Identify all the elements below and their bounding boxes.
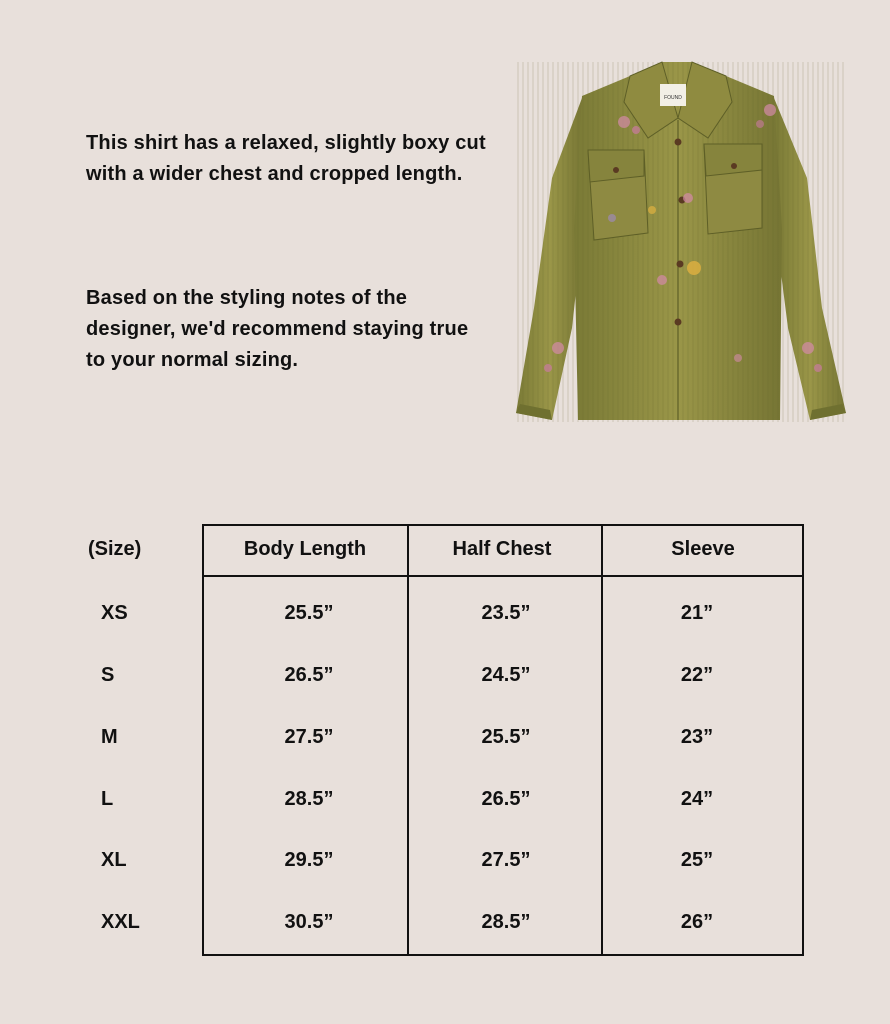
size-label: M [101, 726, 118, 748]
half-chest-cell: 25.5” [481, 726, 531, 748]
shirt-illustration [512, 58, 850, 426]
size-label: S [101, 664, 115, 686]
product-image [512, 58, 850, 426]
half-chest-cell: 24.5” [481, 664, 531, 686]
size-label: XXL [101, 911, 140, 933]
size-label: XL [101, 849, 127, 871]
size-label: XS [101, 602, 128, 624]
body-length-cell: 30.5” [284, 911, 334, 933]
sleeve-cell: 25” [680, 849, 714, 871]
size-chart-grid [202, 524, 804, 956]
sizing-recommendation: Based on the styling notes of the designer, we'd recommend staying true to your normal sizing. [86, 287, 469, 371]
half-chest-cell: 28.5” [481, 911, 531, 933]
brand-label-text: FOUND [664, 95, 682, 101]
sleeve-cell: 22” [680, 664, 714, 686]
half-chest-cell: 26.5” [481, 788, 531, 810]
sleeve-cell: 21” [680, 602, 714, 624]
body-length-header: Body Length [243, 538, 367, 560]
sleeve-header: Sleeve [671, 538, 735, 560]
sleeve-cell: 26” [680, 911, 714, 933]
body-length-cell: 27.5” [284, 726, 334, 748]
body-length-cell: 25.5” [284, 602, 334, 624]
fit-description: This shirt has a relaxed, slightly boxy cut with a wider chest and cropped length. [86, 132, 486, 185]
body-length-cell: 28.5” [284, 788, 334, 810]
half-chest-cell: 23.5” [481, 602, 531, 624]
size-label: L [101, 788, 114, 810]
half-chest-cell: 27.5” [481, 849, 531, 871]
size-column-header: (Size) [88, 538, 142, 560]
body-length-cell: 26.5” [284, 664, 334, 686]
sleeve-cell: 23” [680, 726, 714, 748]
body-length-cell: 29.5” [284, 849, 334, 871]
sleeve-cell: 24” [680, 788, 714, 810]
half-chest-header: Half Chest [452, 538, 552, 560]
